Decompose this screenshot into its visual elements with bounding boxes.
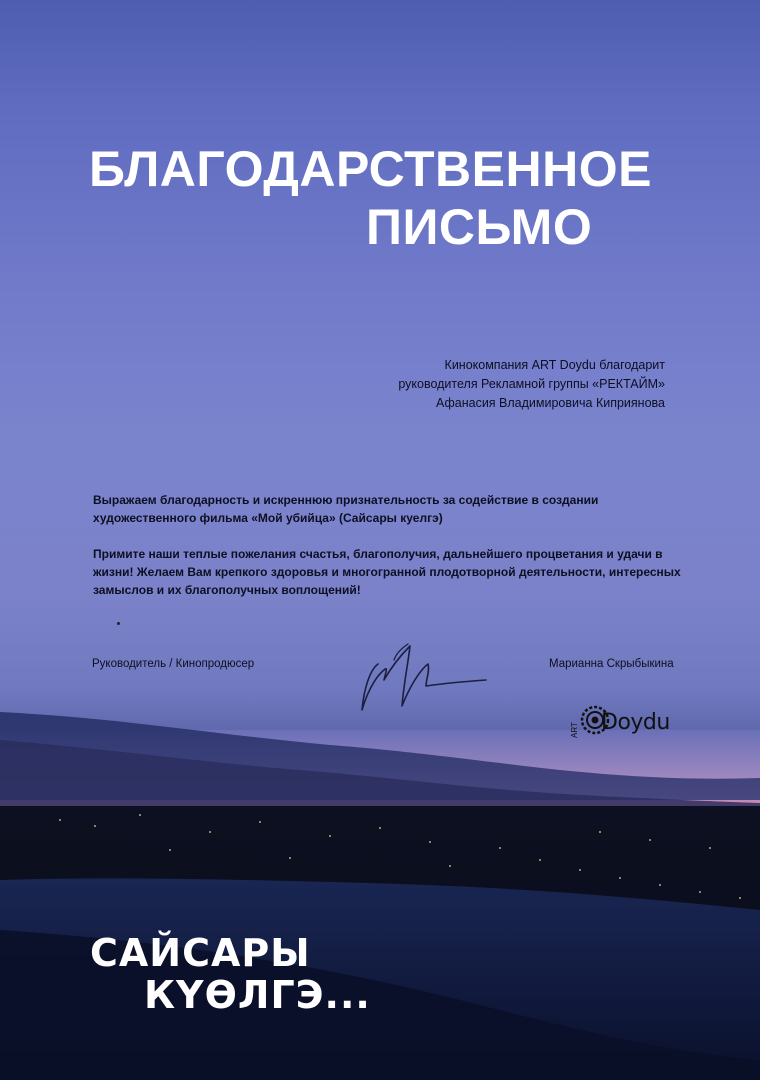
addressee-line-2: руководителя Рекламной группы «РЕКТАЙМ» [398,377,665,391]
film-title-line-2: КҮӨЛГЭ... [144,973,371,1017]
addressee-line-1: Кинокомпания ART Doydu благодарит [444,358,665,372]
art-doydu-logo [565,694,680,744]
letter-body [93,491,693,599]
handwritten-signature [350,630,500,720]
addressee-block [265,356,665,413]
logo-wordmark: Doydu [601,710,670,735]
title-line-2: ПИСЬМО [366,199,593,255]
body-paragraph-2: Примите наши теплые пожелания счастья, благополучия, дальнейшего процветания и удачи в жизни! Желаем Вам крепкого здоровья и многогранной плодотворной деятельности, интересных замыслов и их благополучных воплощений! [93,547,681,597]
stray-dot [117,622,120,625]
body-paragraph-1: Выражаем благодарность и искреннюю признательность за содействие в создании художественного фильма «Мой убийца» (Сайсары куелгэ) [93,493,599,525]
signatory-role: Руководитель / Кинопродюсер [92,658,255,670]
film-title [90,932,371,1016]
addressee-line-3: Афанасия Владимировича Киприянова [436,396,665,410]
title-line-1: БЛАГОДАРСТВЕННОЕ [89,141,652,197]
logo-art-prefix: ART [570,722,579,738]
signatory-name: Марианна Скрыбыкина [549,658,674,670]
film-title-line-1: САЙСАРЫ [90,931,311,975]
